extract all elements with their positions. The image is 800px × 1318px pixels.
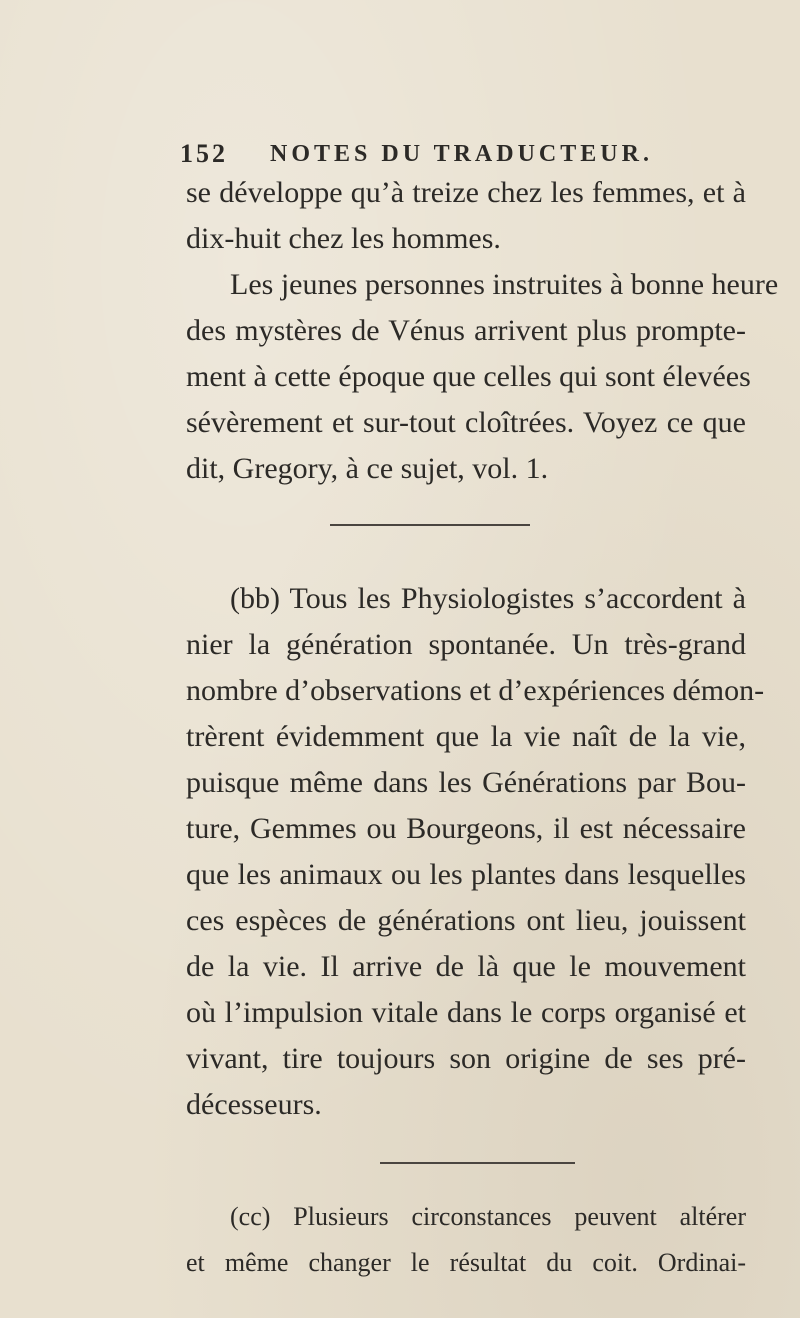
text-line: ces espèces de générations ont lieu, jouissent [186, 904, 746, 937]
text-line: ment à cette époque que celles qui sont élevées [186, 360, 751, 393]
text-line: ture, Gemmes ou Bourgeons, il est nécessaire [186, 812, 746, 845]
text-line: des mystères de Vénus arrivent plus prompte- [186, 314, 746, 347]
text-line: vivant, tire toujours son origine de ses pré- [186, 1042, 746, 1075]
section-divider [330, 524, 530, 526]
page-number: 152 [180, 139, 228, 168]
text-line: de la vie. Il arrive de là que le mouvement [186, 950, 746, 983]
text-line: nier la génération spontanée. Un très-grand [186, 628, 746, 661]
text-line: nombre d’observations et d’expériences démon- [186, 674, 765, 707]
text-line: et même changer le résultat du coit. Ordinai- [186, 1248, 746, 1277]
text-line: dix-huit chez les hommes. [186, 222, 501, 255]
text-line: décesseurs. [186, 1088, 322, 1121]
running-title: NOTES DU TRADUCTEUR. [270, 140, 653, 167]
text-line: sévèrement et sur-tout cloîtrées. Voyez ce que [186, 406, 746, 439]
section-divider [380, 1162, 575, 1164]
text-line: que les animaux ou les plantes dans lesquelles [186, 858, 746, 891]
text-line: (bb) Tous les Physiologistes s’accordent à [230, 582, 746, 615]
page-header [180, 134, 740, 174]
text-line: trèrent évidemment que la vie naît de la vie, [186, 720, 746, 753]
text-line: où l’impulsion vitale dans le corps organisé et [186, 996, 746, 1029]
text-line: puisque même dans les Générations par Bou- [186, 766, 746, 799]
text-line: (cc) Plusieurs circonstances peuvent altérer [230, 1202, 746, 1231]
text-line: se développe qu’à treize chez les femmes, et à [186, 176, 746, 209]
text-line: dit, Gregory, à ce sujet, vol. 1. [186, 452, 549, 485]
text-line: Les jeunes personnes instruites à bonne heure [230, 268, 779, 301]
